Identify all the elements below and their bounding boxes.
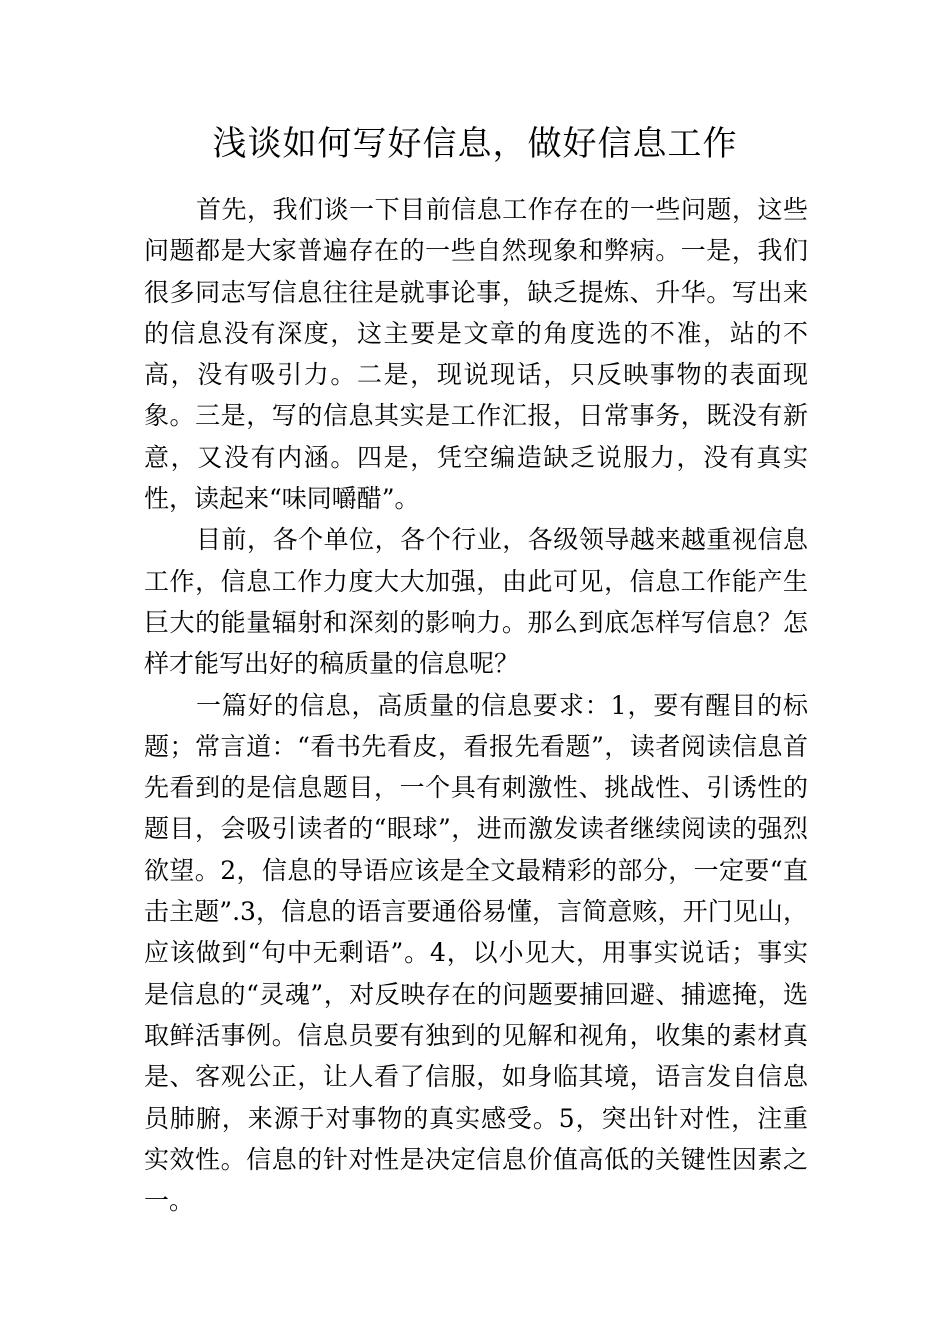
paragraph: 首先，我们谈一下目前信息工作存在的一些问题，这些问题都是大家普遍存在的一些自然现象和弊病。一是，我们很多同志写信息往往是就事论事，缺乏提炼、升华。写出来的信息没有深度，这主要是文章的角度选的不准，站的不高，没有吸引力。二是，现说现话，只反映事物的表面现象。三是，写的信息其实是工作汇报，日常事务，既没有新意，又没有内涵。四是，凭空编造缺乏说服力，没有真实性，读起来“味同嚼醋”。 xyxy=(144,195,808,514)
paragraph: 目前，各个单位，各个行业，各级领导越来越重视信息工作，信息工作力度大大加强，由此可见，信息工作能产生巨大的能量辐射和深刻的影响力。那么到底怎样写信息？怎样才能写出好的稿质量的信息呢？ xyxy=(144,525,808,679)
document-title: 浅谈如何写好信息，做好信息工作 xyxy=(212,124,738,164)
document-body xyxy=(144,189,808,1221)
paragraph: 一篇好的信息，高质量的信息要求：1，要有醒目的标题；常言道：“看书先看皮，看报先看题”，读者阅读信息首先看到的是信息题目，一个具有刺激性、挑战性、引诱性的题目，会吸引读者的“眼球”，进而激发读者继续阅读的强烈欲望。2，信息的导语应该是全文最精彩的部分，一定要“直击主题”.3，信息的语言要通俗易懂，言简意赅，开门见山，应该做到“句中无剩语”。4，以小见大，用事实说话；事实是信息的“灵魂”，对反映存在的问题要捕回避、捕遮掩，选取鲜活事例。信息员要有独到的见解和视角，收集的素材真是、客观公正，让人看了信服，如身临其境，语言发自信息员肺腑，来源于对事物的真实感受。5，突出针对性，注重实效性。信息的针对性是决定信息价值高低的关键性因素之一。 xyxy=(144,690,808,1216)
